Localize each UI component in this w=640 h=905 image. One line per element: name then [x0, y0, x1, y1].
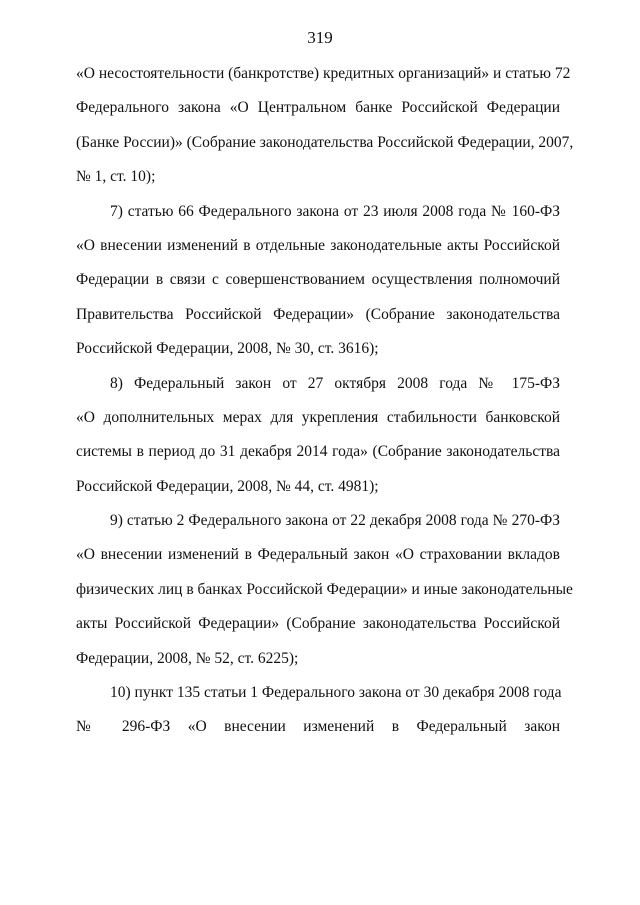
text-line: физических лиц в банках Российской Федерации» и иные законодательные: [76, 580, 573, 598]
document-body: [76, 64, 574, 752]
text-line: Российской Федерации, 2008, № 30, ст. 3616);: [76, 340, 379, 358]
text-line: системы в период до 31 декабря 2014 года» (Собрание законодательства: [76, 443, 560, 461]
text-line: Российской Федерации, 2008, № 44, ст. 4981);: [76, 477, 379, 495]
text-line: № 296-ФЗ «О внесении изменений в Федеральный закон: [76, 718, 560, 736]
text-line: Федерации, 2008, № 52, ст. 6225);: [76, 649, 299, 667]
text-line: Федерации в связи с совершенствованием осуществления полномочий: [76, 271, 560, 289]
text-line: Правительства Российской Федерации» (Собрание законодательства: [76, 305, 560, 323]
text-line: 10) пункт 135 статьи 1 Федерального закона от 30 декабря 2008 года: [110, 684, 562, 702]
text-line: «О несостоятельности (банкротстве) кредитных организаций» и статью 72: [76, 65, 571, 82]
text-line: № 1, ст. 10);: [76, 168, 156, 186]
text-line: «О внесении изменений в Федеральный закон «О страховании вкладов: [76, 546, 560, 564]
text-line: 8) Федеральный закон от 27 октября 2008 года № 175-ФЗ: [110, 374, 560, 392]
text-line: (Банке России)» (Собрание законодательства Российской Федерации, 2007,: [76, 133, 574, 151]
text-line: акты Российской Федерации» (Собрание законодательства Российской: [76, 615, 560, 633]
text-line: «О внесении изменений в отдельные законодательные акты Российской: [76, 236, 560, 254]
page-number: 319: [307, 28, 333, 47]
text-line: 9) статью 2 Федерального закона от 22 декабря 2008 года № 270-ФЗ: [110, 512, 560, 530]
text-line: 7) статью 66 Федерального закона от 23 июля 2008 года № 160-ФЗ: [110, 202, 560, 220]
text-line: Федерального закона «О Центральном банке Российской Федерации: [76, 99, 560, 117]
text-line: «О дополнительных мерах для укрепления стабильности банковской: [76, 408, 560, 426]
